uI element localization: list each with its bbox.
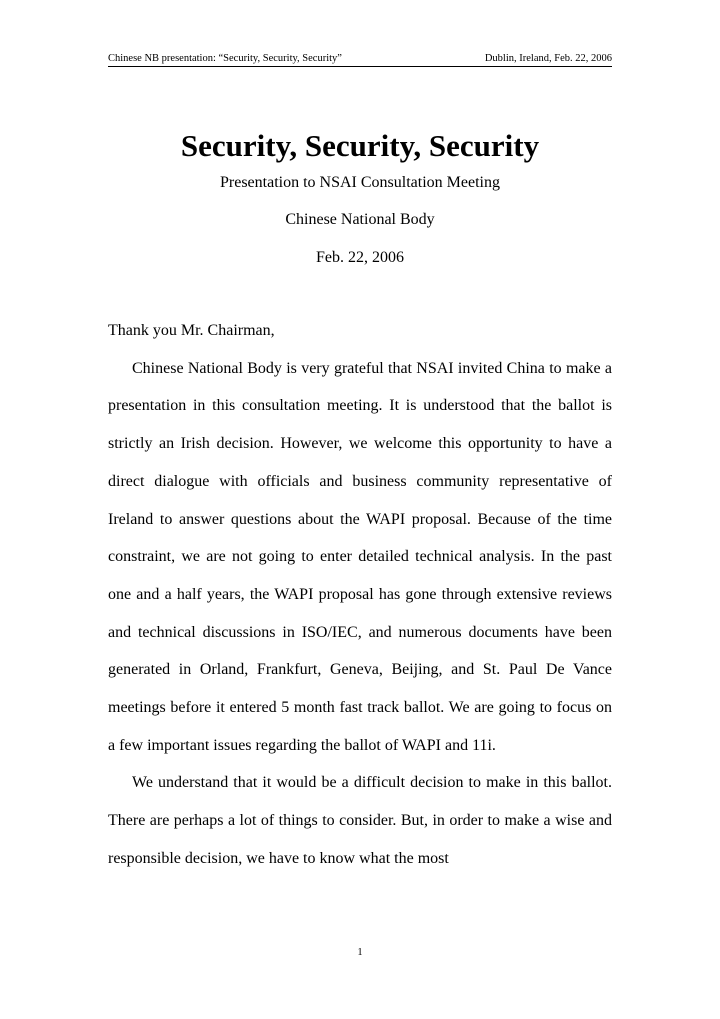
header-location-date: Dublin, Ireland, Feb. 22, 2006 — [484, 53, 612, 64]
body-paragraph: Chinese National Body is very grateful that NSAI invited China to make a presentation in this consultation meeting. It is understood that the ballot is strictly an Irish decision. However, we welcome this opportunity to have a direct dialogue with officials and business community representative of Ireland to answer questions about the WAPI proposal. Because of the time constraint, we are not going to enter detailed technical analysis. In the past one and a half years, the WAPI proposal has gone through extensive reviews and technical discussions in ISO/IEC, and numerous documents have been generated in Orland, Frankfurt, Geneva, Beijing, and St. Paul De Vance meetings before it entered 5 month fast track ballot. We are going to focus on a few important issues regarding the ballot of WAPI and 11i. — [108, 359, 612, 754]
document-author: Chinese National Body — [285, 211, 435, 228]
document-body — [108, 312, 612, 878]
page-header — [108, 52, 612, 67]
body-paragraph: We understand that it would be a difficult decision to make in this ballot. There are perhaps a lot of things to consider. But, in order to make a wise and responsible decision, we have to know what the most — [108, 774, 612, 867]
header-presentation-title: Chinese NB presentation: “Security, Security, Security” — [108, 53, 342, 64]
document-date: Feb. 22, 2006 — [316, 249, 404, 266]
document-subtitle: Presentation to NSAI Consultation Meeting — [220, 174, 500, 191]
document-title: Security, Security, Security — [180, 128, 540, 163]
page-number: 1 — [357, 947, 363, 958]
salutation: Thank you Mr. Chairman, — [108, 322, 275, 339]
